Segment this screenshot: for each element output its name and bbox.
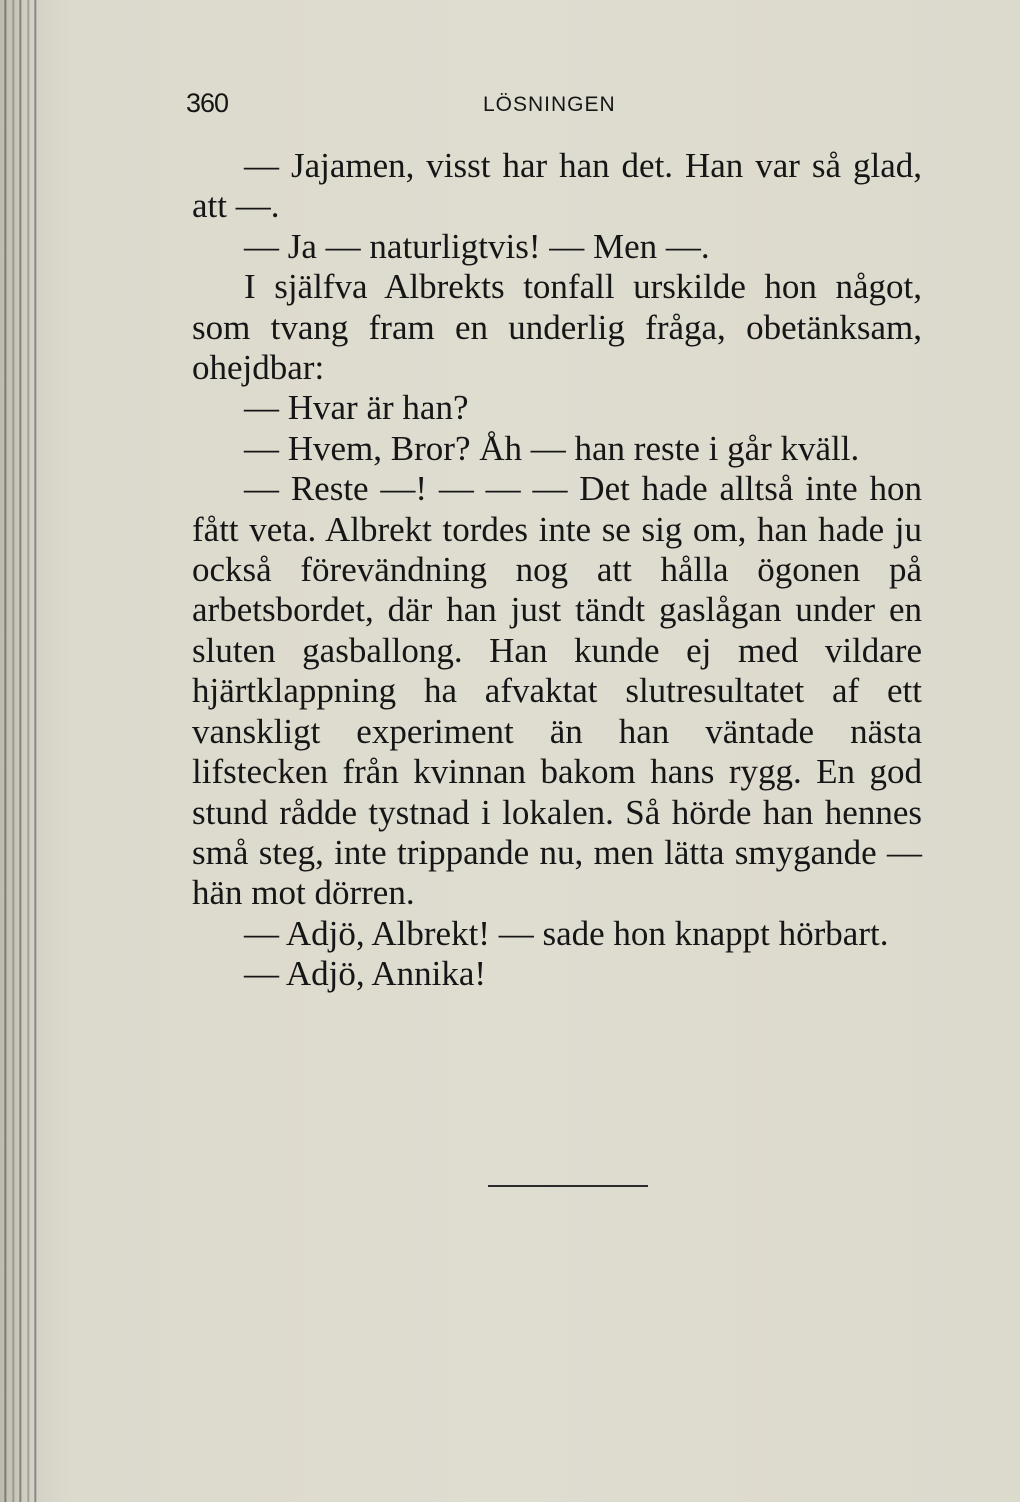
paragraph: — Hvem, Bror? Åh — han reste i går kväll. (244, 428, 860, 468)
paragraph: I själfva Albrekts tonfall urskilde hon något, som tvang fram en underlig fråga, obetänksam, ohejdbar: (192, 267, 922, 388)
book-binding-edge (0, 0, 38, 1502)
page-header (186, 88, 926, 122)
paragraph: — Reste —! — — — Det hade alltså inte hon fått veta. Albrekt tordes inte se sig om, han hade ju också förevändning nog att hålla ögonen på arbetsbordet, där han just tändt gaslågan under en sluten gasballong. Han kunde ej med vildare hjärtklappning ha afvaktat slutresultatet af ett vanskligt experiment än han väntade nästa lifstecken från kvinnan bakom hans rygg. En god stund rådde tystnad i lokalen. Så hörde han hennes små steg, inte trippande nu, men lätta smygande — hän mot dörren. (192, 469, 922, 913)
page-number: 360 (186, 88, 229, 118)
paragraph: — Ja — naturligtvis! — Men —. (244, 226, 710, 266)
paragraph: — Hvar är han? (244, 388, 469, 428)
body-text (192, 146, 922, 995)
paragraph: — Jajamen, visst har han det. Han var så glad, att —. (192, 146, 922, 226)
paragraph: — Adjö, Albrekt! — sade hon knappt hörbart. (244, 913, 889, 953)
paragraph: — Adjö, Annika! (244, 954, 487, 994)
running-head: LÖSNINGEN (483, 93, 616, 116)
chapter-end-rule (488, 1185, 648, 1187)
